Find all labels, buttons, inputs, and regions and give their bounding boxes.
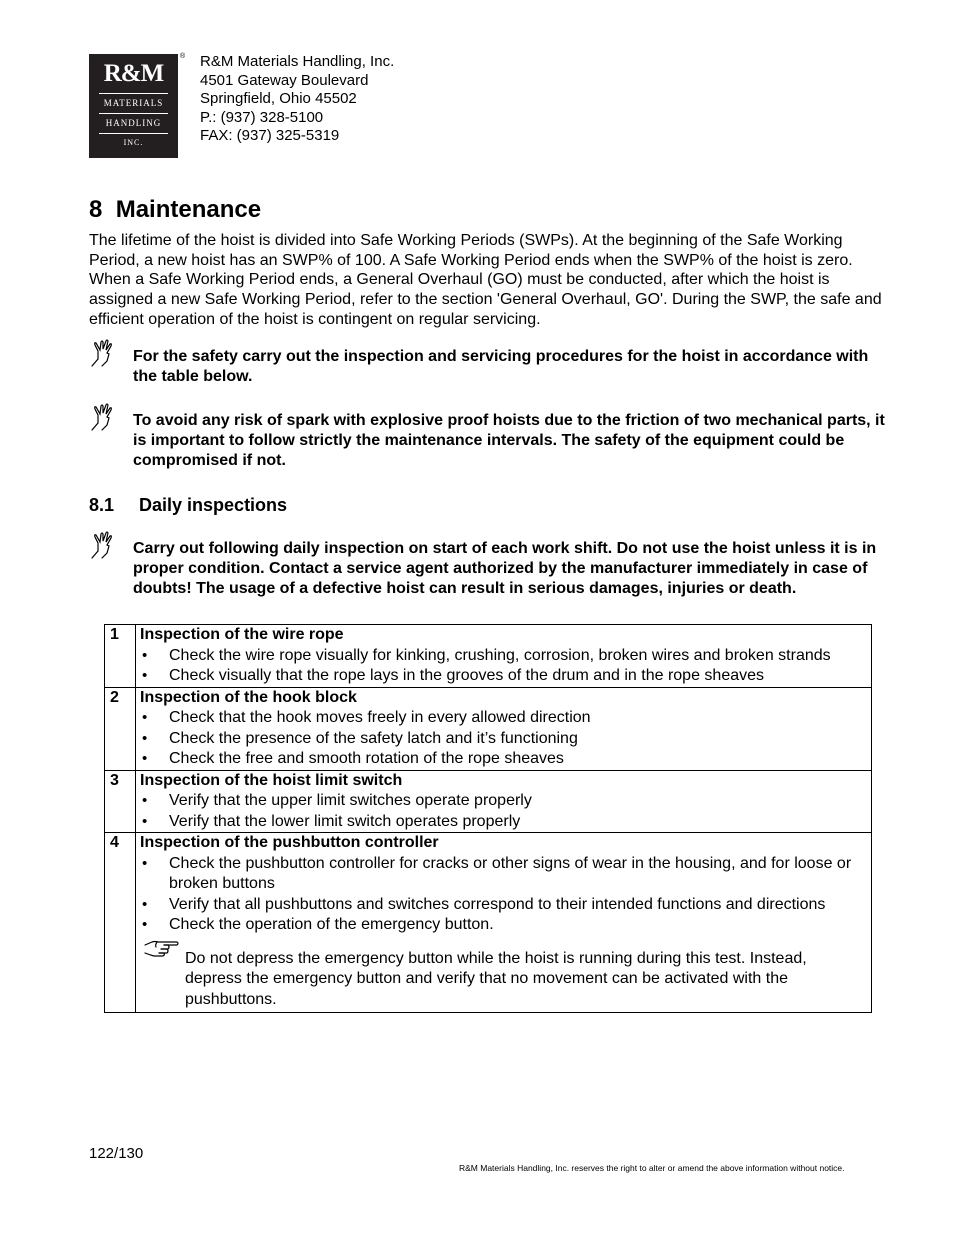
- writing-hand-icon: [89, 339, 117, 367]
- address-city: Springfield, Ohio 45502: [200, 90, 357, 107]
- table-row: [105, 625, 872, 688]
- page-number: 122/130: [89, 1145, 144, 1162]
- explosion-proof-note: [89, 411, 889, 471]
- bullet-list: [140, 791, 867, 832]
- daily-inspection-table: [104, 624, 872, 1013]
- logo-word-materials: MATERIALS: [103, 98, 164, 108]
- bullet-list: [140, 646, 867, 687]
- bullet-list: [140, 708, 867, 770]
- list-item: • Verify that the upper limit switches operate properly: [140, 791, 867, 812]
- row-title: Inspection of the wire rope: [140, 626, 344, 643]
- row-number: 3: [105, 770, 136, 833]
- address-fax: FAX: (937) 325-5319: [200, 127, 340, 144]
- list-item: • Check the wire rope visually for kinking, crushing, corrosion, broken wires and broken strands: [140, 646, 867, 667]
- row-content: [136, 687, 872, 770]
- explosion-proof-note-text: To avoid any risk of spark with explosive proof hoists due to the friction of two mechanical parts, it is important to follow strictly the maintenance intervals. The safety of the equipment could be compromised if not.: [133, 412, 885, 469]
- list-item: • Check that the hook moves freely in every allowed direction: [140, 708, 867, 729]
- list-item: • Check visually that the rope lays in the grooves of the drum and in the rope sheaves: [140, 666, 867, 687]
- row-number: 2: [105, 687, 136, 770]
- list-item: • Verify that the lower limit switch operates properly: [140, 812, 867, 833]
- row-content: [136, 833, 872, 1013]
- row-title: Inspection of the hook block: [140, 688, 357, 706]
- address-phone: P.: (937) 328-5100: [200, 108, 324, 126]
- list-item: • Verify that all pushbuttons and switches correspond to their intended functions and directions: [140, 895, 867, 916]
- list-item: • Check the presence of the safety latch and it’s functioning: [140, 729, 867, 750]
- logo-rule: [99, 113, 168, 114]
- row-content: [136, 770, 872, 833]
- intro-paragraph: The lifetime of the hoist is divided into Safe Working Periods (SWPs). At the beginning of the Safe Working Period, a new hoist has an SWP% of 100. A Safe Working Period ends when the SWP% of the hoist is zero. When a Safe Working Period ends, a General Overhaul (GO) must be conducted, after which the hoist is assigned a new Safe Working Period, refer to the section 'General Overhaul, GO'. During the SWP, the safe and efficient operation of the hoist is contingent on regular servicing.: [89, 232, 882, 328]
- bullet-list: [140, 854, 867, 936]
- row-number: 1: [105, 625, 136, 688]
- table-row: [105, 833, 872, 1013]
- row-title: Inspection of the pushbutton controller: [140, 834, 439, 851]
- registered-mark: ®: [180, 53, 186, 60]
- list-item: • Check the free and smooth rotation of the rope sheaves: [140, 749, 867, 770]
- subsection-heading: [89, 494, 287, 516]
- address-street: 4501 Gateway Boulevard: [200, 71, 369, 89]
- table-row: [105, 687, 872, 770]
- company-address: [200, 53, 394, 146]
- emergency-button-note-text: Do not depress the emergency button while the hoist is running during this test. Instead, depress the emergency button and verify that no movement can be activated with the pushbuttons.: [185, 949, 807, 1008]
- daily-inspection-note: [89, 539, 889, 599]
- logo-word-handling: HANDLING: [105, 118, 162, 128]
- safety-note: [89, 347, 889, 387]
- logo-rule: [99, 93, 168, 94]
- section-heading: [89, 196, 261, 224]
- pointing-hand-icon: [144, 938, 180, 960]
- list-item: • Check the operation of the emergency button.: [140, 915, 867, 936]
- daily-inspection-note-text: Carry out following daily inspection on start of each work shift. Do not use the hoist unless it is in proper condition. Contact a service agent authorized by the manufacturer immediately in case of doubts! The usage of a defective hoist can result in serious damages, injuries or death.: [133, 540, 877, 597]
- logo-rule: [99, 133, 168, 134]
- logo-word-inc: INC.: [123, 138, 144, 147]
- row-content: [136, 625, 872, 688]
- safety-note-text: For the safety carry out the inspection and servicing procedures for the hoist in accordance with the table below.: [133, 348, 869, 385]
- row-number: 4: [105, 833, 136, 1013]
- table-row: [105, 770, 872, 833]
- subsection-title: Daily inspections: [139, 495, 288, 515]
- section-title: Maintenance: [115, 196, 262, 223]
- writing-hand-icon: [89, 531, 117, 559]
- section-number: 8: [89, 196, 103, 223]
- row-title: Inspection of the hoist limit switch: [140, 771, 403, 789]
- list-item: • Check the pushbutton controller for cracks or other signs of wear in the housing, and for loose or broken buttons: [140, 854, 867, 895]
- emergency-button-note: [140, 949, 867, 1011]
- address-company: R&M Materials Handling, Inc.: [200, 53, 395, 70]
- company-logo: [89, 54, 178, 158]
- subsection-number: 8.1: [89, 495, 115, 515]
- logo-brand: R&M: [103, 60, 164, 87]
- writing-hand-icon: [89, 403, 117, 431]
- footer-disclaimer: R&M Materials Handling, Inc. reserves the right to alter or amend the above information without notice.: [459, 1163, 845, 1173]
